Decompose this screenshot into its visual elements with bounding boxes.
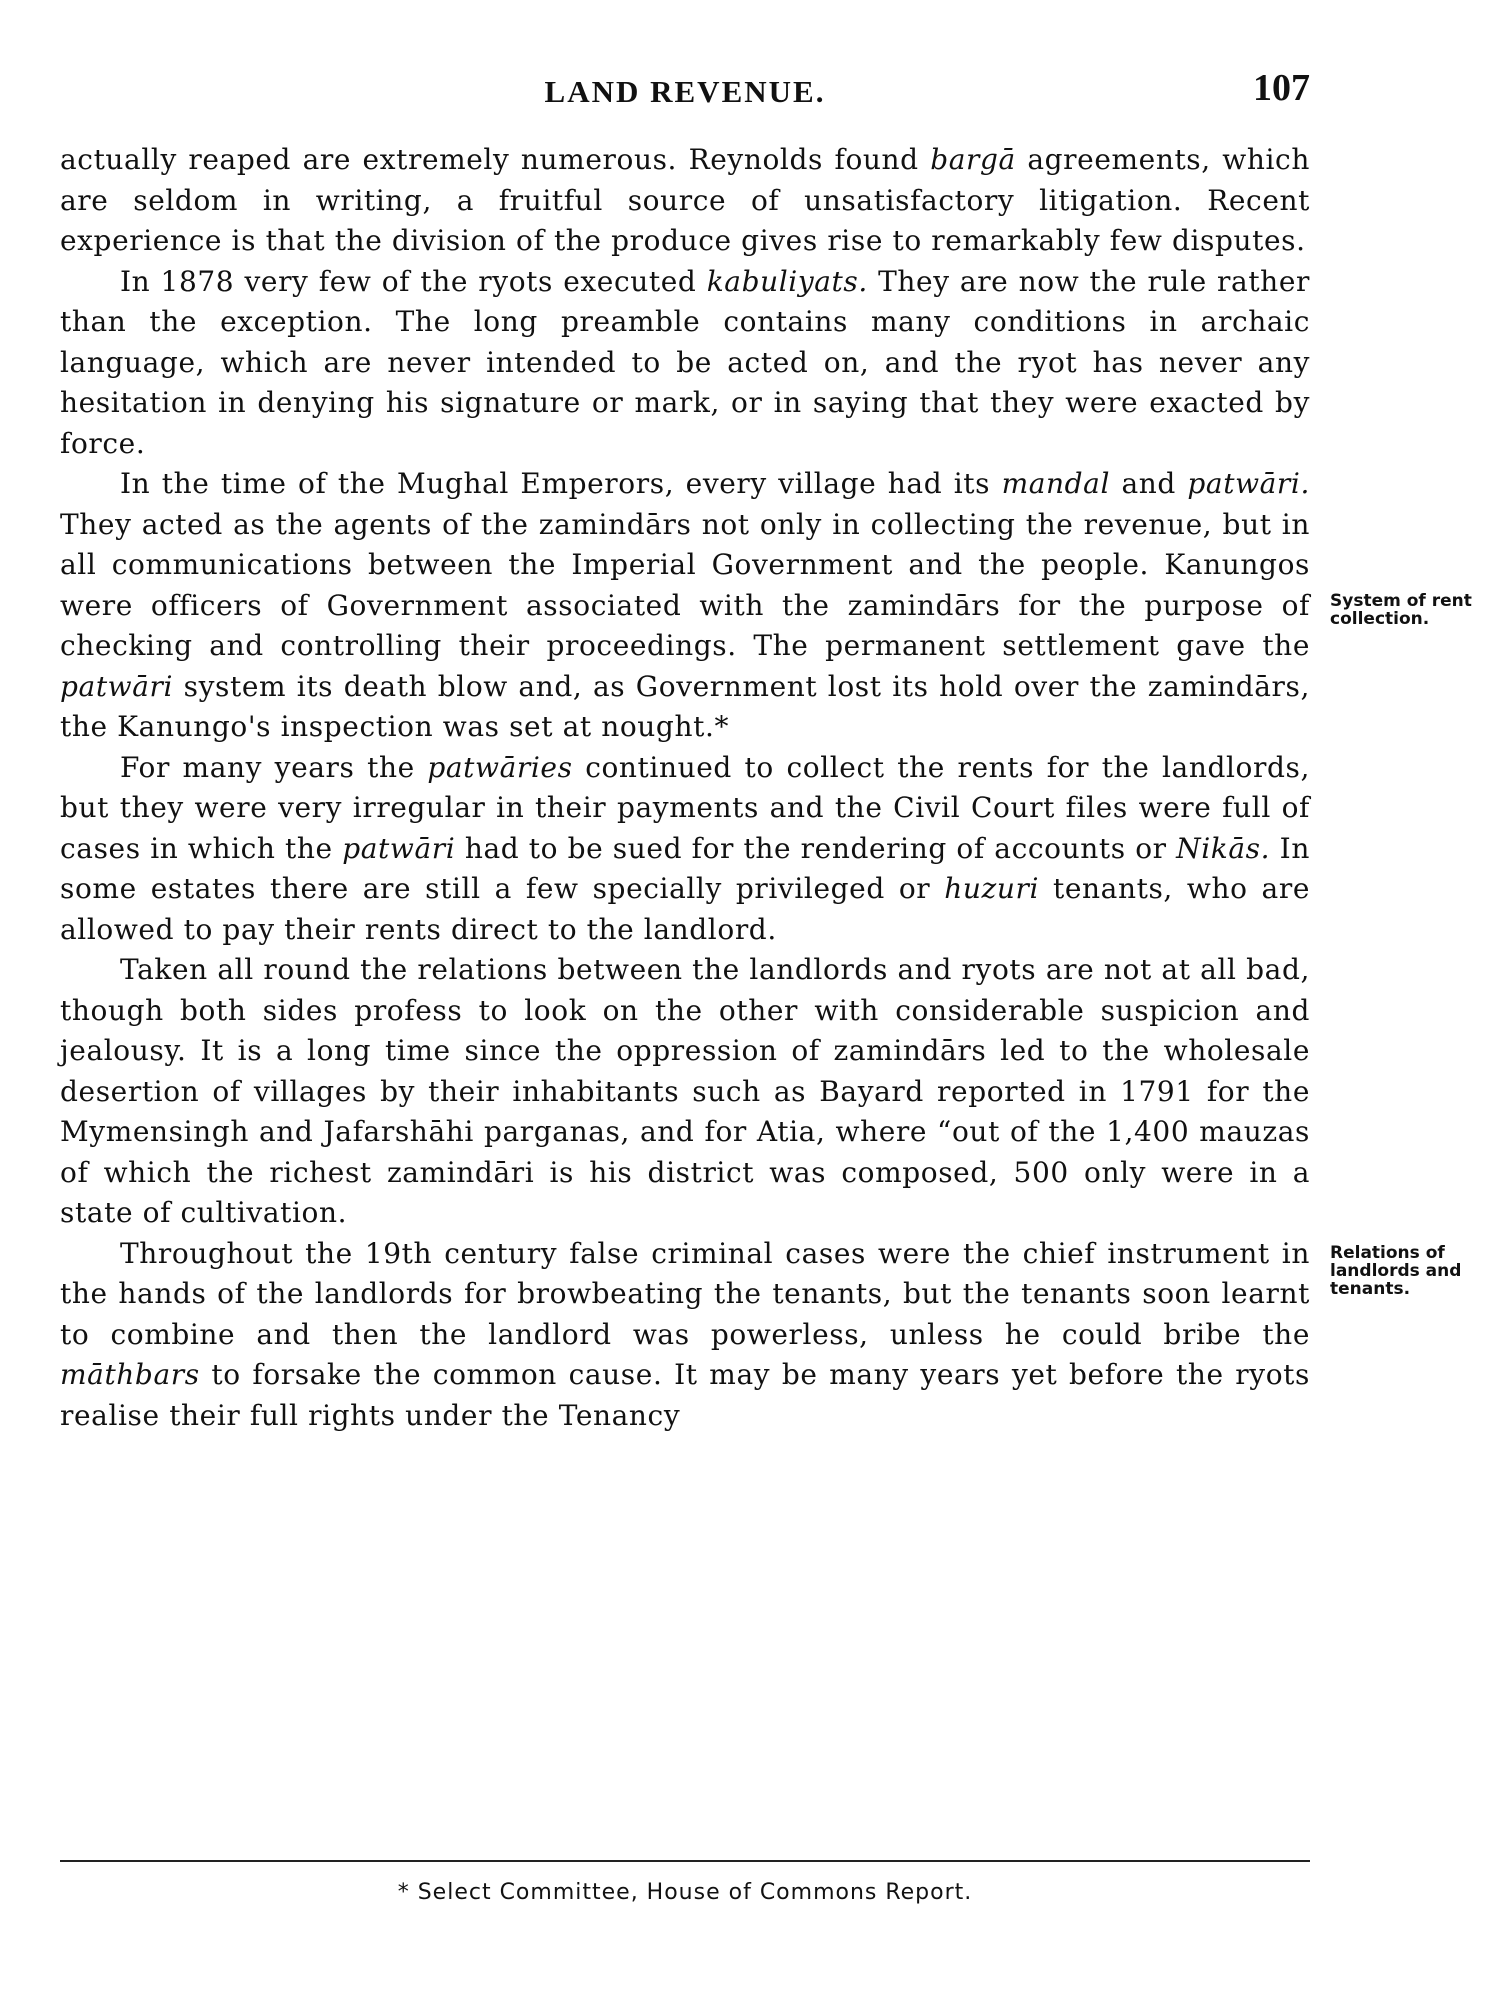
italic-term-mathbars: māthbars [60,1358,200,1391]
paragraph-3-text-a: In the time of the Mughal Emperors, every village had its [120,467,991,500]
footnote-divider [60,1860,1310,1862]
paragraph-1-rest: agreements, which are seldom in writing, a fruitful source of unsatisfactory litigation. Recent experience is that the division of the produce gives rise to remarkably few disputes. [60,143,1310,257]
paragraph-4-text-c: had to be sued for the rendering of accounts or [464,831,1167,865]
page-number: 107 [1253,67,1310,109]
margin-note-relations-of-landlords: Relations of landlords and tenants. [1330,1243,1462,1299]
italic-term-patwari: patwāri. [1187,467,1310,500]
running-head: LAND REVENUE. [544,74,826,109]
footnote: * Select Committee, House of Commons Report. [397,1880,973,1905]
body-text [60,140,1310,1436]
italic-term-nikas: Nikās. [1176,831,1271,865]
paragraph-6-text-b: to forsake the common cause. It may be many years yet before the ryots realise their full rights under the Tenancy [60,1358,1310,1432]
paragraph-4-text-a: For many years the [120,750,415,784]
italic-term-patwaries: patwāries [427,750,573,784]
italic-term-barga: bargā [930,143,1016,176]
paragraph-5 [60,950,1310,1234]
paragraph-3-text-b: They acted as the agents of the zamindārs not only in collecting the revenue, but in all communications between the Imperial Government and the people. Kanungos were officers of Government associated with the zamindārs for the purpose of checking and controlling their proceedings. The permanent settlement gave the [60,507,1310,662]
italic-term-patwari-system: patwāri [60,669,174,703]
paragraph-4 [60,748,1310,951]
paragraph-4-text-e: tenants, who are allowed to pay their rents direct to the landlord. [60,872,1310,946]
paragraph-6 [60,1234,1310,1437]
paragraph-2-text-b: They are now the rule rather than the exception. The long preamble contains many conditions in archaic language, which are never intended to be acted on, and the ryot has never any hesitation in denying his signature or mark, or in saying that they were exacted by force. [60,264,1310,460]
paragraph-3-text-c: system its death blow and, as Government lost its hold over the zamindārs, the Kanungo's inspection was set at nought.* [60,669,1310,743]
page-header [60,66,1310,116]
paragraph-3 [60,464,1310,748]
paragraph-6-text-a: Throughout the 19th century false criminal cases were the chief instrument in the hands of the landlords for browbeating the tenants, but the tenants soon learnt to combine and then the landlord was powerless, unless he could bribe the [60,1236,1310,1351]
paragraph-4-text-d: In some estates there are still a few specially privileged or [60,831,1310,905]
paragraph-4-text-b: continued to collect the rents for the landlords, but they were very irregular in their payments and the Civil Court files were full of cases in which the [60,750,1310,865]
paragraph-1 [60,140,1310,262]
italic-term-huzuri: huzuri [944,872,1040,905]
paragraph-3-and: and [1121,467,1176,500]
margin-note-system-of-rent-collection: System of rent collection. [1330,591,1472,629]
italic-term-kabuliyats: kabuliyats. [706,264,868,298]
paragraph-1-text: actually reaped are extremely numerous. Reynolds found [60,143,919,176]
paragraph-2-text-a: In 1878 very few of the ryots executed [120,264,697,298]
italic-term-mandal: mandal [1001,467,1111,500]
paragraph-5-text: Taken all round the relations between the landlords and ryots are not at all bad, though both sides profess to look on the other with considerable suspicion and jealousy. It is a long time since the oppression of zamindārs led to the wholesale desertion of villages by their inhabitants such as Bayard reported in 1791 for the Mymensingh and Jafarshāhi parganas, and for Atia, where “out of the 1,400 mauzas of which the richest zamindāri is his district was composed, 500 only were in a state of cultivation. [60,953,1310,1229]
italic-term-patwari-sued: patwāri [342,831,456,865]
paragraph-2 [60,262,1310,465]
